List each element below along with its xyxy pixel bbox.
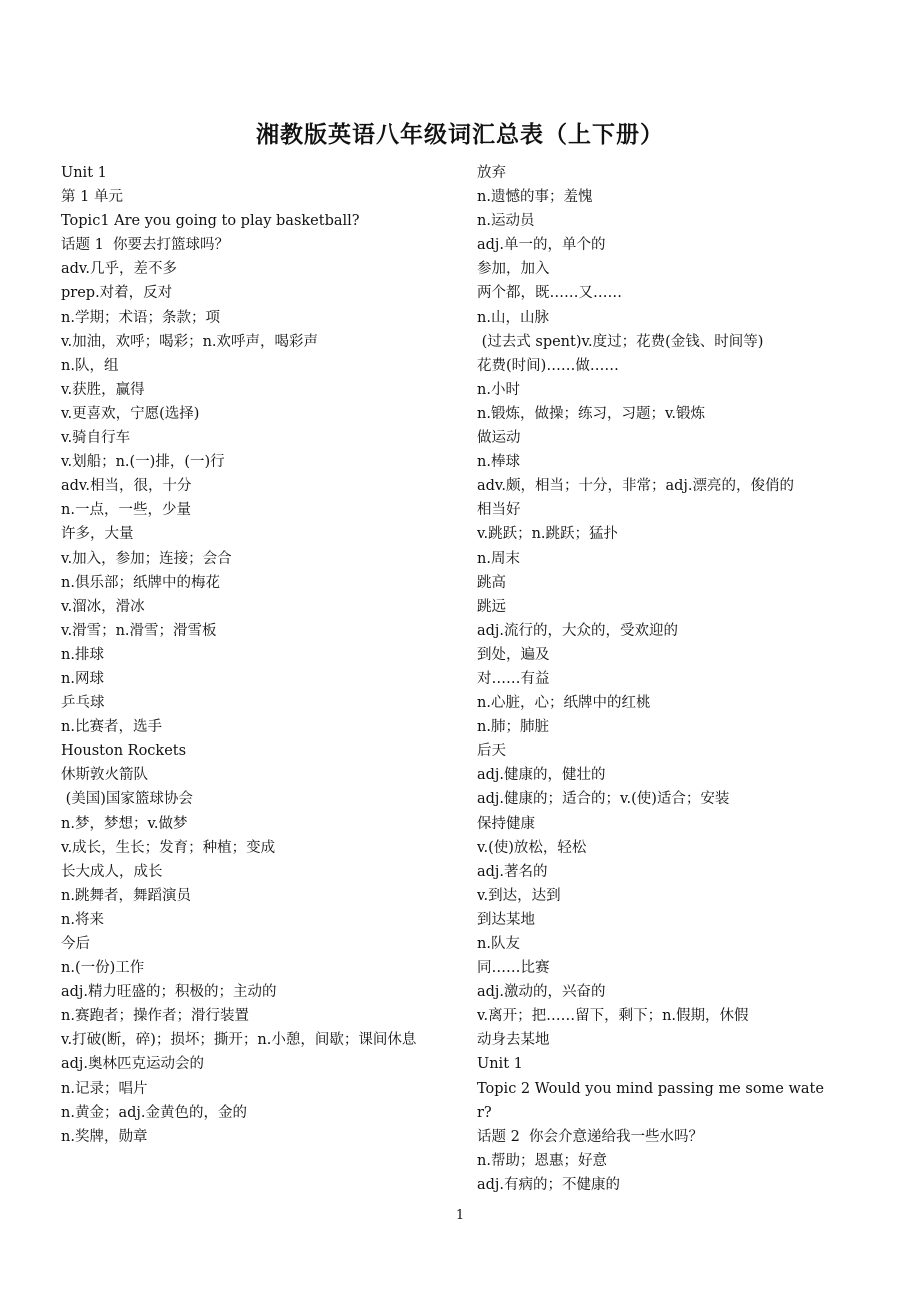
page-title: 湘教版英语八年级词汇总表（上下册） (256, 121, 664, 148)
vocab-entry: n.周末 (477, 550, 520, 567)
vocab-entry: n.将来 (61, 911, 104, 928)
vocab-entry: 今后 (61, 936, 90, 952)
vocab-entry: 放弃 (477, 165, 506, 181)
vocab-entry: 乒乓球 (61, 695, 105, 712)
vocab-entry: n.排球 (61, 646, 104, 663)
vocab-entry: adj.健康的；适合的；v.(使)适合；安装 (477, 791, 730, 808)
vocab-entry: n.梦，梦想；v.做梦 (61, 815, 188, 832)
vocab-entry: adj.有病的；不健康的 (477, 1176, 621, 1193)
vocab-entry: 到达某地 (477, 911, 535, 928)
vocab-entry: v.划船；n.(一)排，(一)行 (61, 454, 225, 471)
vocab-entry: n.一点，一些，少量 (61, 502, 191, 519)
vocab-entry: Houston Rockets (61, 743, 187, 760)
vocab-entry: 第 1 单元 (61, 189, 123, 206)
vocab-entry: adj.健康的，健壮的 (477, 767, 606, 784)
vocab-entry: v.滑雪；n.滑雪；滑雪板 (61, 622, 217, 639)
vocab-entry: 话题 2 你会介意递给我一些水吗？ (477, 1128, 704, 1145)
vocab-entry: v.溜冰，滑冰 (61, 598, 145, 615)
vocab-entry: adj.奥林匹克运动会的 (61, 1056, 205, 1073)
vocab-entry: v.离开；把……留下，剩下；n.假期，休假 (477, 1008, 749, 1025)
vocab-entry: n.小时 (477, 381, 520, 398)
vocab-entry: Topic 2 Would you mind passing me some water? (477, 1080, 824, 1121)
vocab-entry: Topic1 Are you going to play basketball? (61, 213, 360, 230)
vocab-entry: adj.著名的 (477, 863, 548, 880)
vocab-entry: 休斯敦火箭队 (61, 767, 148, 784)
vocab-entry: n.网球 (61, 670, 104, 687)
vocab-entry: v.获胜，赢得 (61, 381, 145, 398)
vocab-entry: 对……有益 (477, 670, 550, 687)
vocab-entry: n.山，山脉 (477, 309, 549, 326)
vocab-entry: 后天 (477, 743, 506, 760)
vocab-entry: n.记录；唱片 (61, 1080, 148, 1097)
vocab-entry: n.棒球 (477, 454, 520, 471)
vocab-entry: adv.几乎，差不多 (61, 261, 178, 278)
page-number: 1 (455, 1208, 465, 1223)
vocab-entry: n.锻炼，做操；练习，习题；v.锻炼 (477, 405, 706, 422)
vocab-entry: adj.精力旺盛的；积极的；主动的 (61, 984, 277, 1001)
vocab-entry: Unit 1 (61, 165, 107, 181)
vocab-entry: v.跳跃；n.跳跃；猛扑 (477, 526, 619, 543)
vocab-entry: v.加油，欢呼；喝彩；n.欢呼声，喝彩声 (61, 333, 319, 350)
vocab-entry: adv.相当，很，十分 (61, 478, 192, 495)
vocab-entry: v.打破(断，碎)；损坏；撕开；n.小憩，间歇；课间休息 (61, 1032, 417, 1049)
vocab-entry: v.成长，生长；发育；种植；变成 (61, 839, 276, 856)
vocab-entry: 到处，遍及 (477, 646, 550, 663)
vocab-entry: 许多，大量 (61, 526, 134, 543)
vocab-entry: adv.颇，相当；十分，非常；adj.漂亮的，俊俏的 (477, 478, 795, 495)
vocab-entry: 话题 1 你要去打篮球吗？ (61, 237, 230, 254)
vocab-entry: 两个都，既……又…… (477, 285, 622, 302)
vocab-entry: n.遗憾的事；羞愧 (477, 189, 593, 206)
vocab-entry: prep.对着，反对 (61, 285, 173, 302)
vocab-entry: n.运动员 (477, 213, 535, 230)
vocab-entry: 保持健康 (477, 815, 535, 832)
vocab-entry: adj.激动的，兴奋的 (477, 984, 606, 1001)
vocab-entry: Unit 1 (477, 1056, 523, 1073)
vocab-entry: adj.流行的，大众的，受欢迎的 (477, 622, 679, 639)
vocab-entry: n.肺；肺脏 (477, 719, 549, 736)
vocab-entry: n.比赛者，选手 (61, 719, 162, 736)
vocab-entry: 长大成人，成长 (61, 863, 163, 880)
vocab-entry: 跳高 (477, 574, 506, 591)
vocab-entry: v.到达，达到 (477, 887, 561, 904)
vocab-entry: 动身去某地 (477, 1032, 550, 1049)
vocab-entry: n.(一份)工作 (61, 960, 145, 977)
vocab-entry: n.赛跑者；操作者；滑行装置 (61, 1008, 249, 1025)
vocab-entry: n.学期；术语；条款；项 (61, 309, 220, 326)
vocab-entry: adj.单一的，单个的 (477, 237, 606, 254)
vocab-entry: (美国)国家篮球协会 (61, 791, 193, 808)
vocab-entry: n.心脏，心；纸牌中的红桃 (477, 695, 651, 712)
vocab-entry: n.奖牌，勋章 (61, 1128, 148, 1145)
vocab-entry: 同……比赛 (477, 960, 550, 977)
vocab-entry: 相当好 (477, 502, 521, 519)
vocab-entry: v.更喜欢，宁愿(选择) (61, 405, 200, 422)
left-column (61, 161, 453, 1149)
vocab-entry: v.加入，参加；连接；会合 (61, 550, 232, 567)
vocab-entry: n.黄金；adj.金黄色的，金的 (61, 1104, 247, 1121)
vocab-entry: (过去式 spent)v.度过；花费(金钱、时间等) (477, 333, 764, 350)
vocab-entry: 花费(时间)……做…… (477, 357, 619, 374)
vocab-entry: n.队友 (477, 936, 520, 952)
vocab-entry: n.俱乐部；纸牌中的梅花 (61, 574, 220, 591)
vocab-entry: v.骑自行车 (61, 430, 131, 447)
right-column (477, 161, 837, 1197)
vocab-entry: v.(使)放松，轻松 (477, 839, 587, 856)
vocab-entry: 跳远 (477, 598, 506, 615)
vocab-entry: n.队，组 (61, 357, 119, 374)
vocab-entry: 做运动 (477, 430, 521, 447)
vocab-entry: 参加，加入 (477, 261, 550, 278)
vocab-entry: n.跳舞者，舞蹈演员 (61, 887, 191, 904)
vocab-entry: n.帮助；恩惠；好意 (477, 1152, 607, 1169)
